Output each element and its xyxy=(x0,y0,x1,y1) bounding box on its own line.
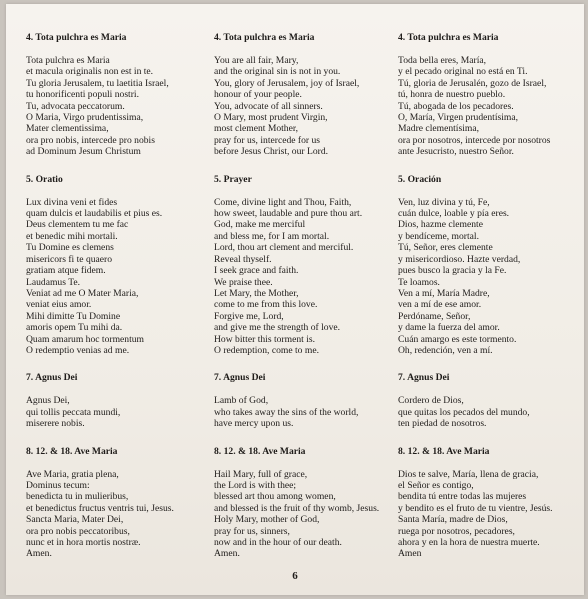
lyric-line: Dominus tecum: xyxy=(26,479,90,491)
lyric-line: Ven a mí, María Madre, xyxy=(398,287,490,299)
lyric-line: quam dulcis et laudabilis et pius es. xyxy=(26,208,163,220)
lyric-section xyxy=(26,446,204,560)
lyric-section xyxy=(214,32,392,158)
lyric-line: Lamb of God, xyxy=(214,395,269,407)
lyric-line: ven a mí de ese amor. xyxy=(398,299,482,311)
lyric-line: Oh, redención, ven a mí. xyxy=(398,344,493,356)
lyric-line: el Señor es contigo, xyxy=(398,479,474,491)
lyric-line: Amen xyxy=(398,548,422,560)
lyric-section xyxy=(398,32,576,158)
lyric-line: Mihi dimitte Tu Domine xyxy=(26,310,121,322)
lyric-line: Agnus Dei, xyxy=(26,395,70,407)
section-heading: 8. 12. & 18. Ave Maria xyxy=(26,445,118,457)
lyric-line: ahora y en la hora de nuestra muerte. xyxy=(398,537,540,548)
lyric-line: O Maria, Virgo prudentissima, xyxy=(26,112,144,124)
lyric-line: pues busco la gracia y la Fe. xyxy=(398,265,507,277)
lyric-line: pray for us, sinners, xyxy=(214,525,290,537)
lyric-line: Perdóname, Señor, xyxy=(398,310,471,322)
section-heading: 4. Tota pulchra es Maria xyxy=(398,32,499,43)
lyric-line: Tu, advocata peccatorum. xyxy=(26,100,125,112)
lyric-section xyxy=(398,372,576,429)
lyric-line: Quam amarum hoc tormentum xyxy=(26,333,145,345)
section-heading: 7. Agnus Dei xyxy=(26,372,78,384)
lyric-line: have mercy upon us. xyxy=(214,418,294,430)
lyric-line: Forgive me, Lord, xyxy=(214,310,284,322)
section-heading: 4. Tota pulchra es Maria xyxy=(26,32,127,43)
lyric-line: Mater clementissima, xyxy=(26,123,109,135)
lyric-line: Amen. xyxy=(26,548,52,560)
lyric-line: God, make me merciful xyxy=(214,219,306,231)
lyric-line: Tú, Señor, eres clemente xyxy=(398,242,493,254)
lyric-line: benedicta tu in mulieribus, xyxy=(26,491,129,503)
lyric-line: now and in the hour of our death. xyxy=(214,537,342,548)
lyric-line: I seek grace and faith. xyxy=(214,265,299,277)
lyric-line: y misericordioso. Hazte verdad, xyxy=(398,253,521,265)
lyric-line: et macula originalis non est in te. xyxy=(26,66,154,78)
lyric-line: Dios, hazme clemente xyxy=(398,219,483,231)
lyric-line: Veniat ad me O Mater Maria, xyxy=(26,287,139,299)
lyric-line: Cuán amargo es este tormento. xyxy=(398,333,517,345)
lyric-line: bendita tú entre todas las mujeres xyxy=(398,491,527,503)
spanish-column xyxy=(398,32,576,560)
lyric-line: ora pro nobis peccatoribus, xyxy=(26,525,130,537)
lyric-line: Sancta Maria, Mater Dei, xyxy=(26,514,124,526)
lyric-line: O redemptio venias ad me. xyxy=(26,344,130,356)
lyric-section xyxy=(26,174,204,357)
lyric-line: How bitter this torment is. xyxy=(214,333,315,345)
lyric-line: qui tollis peccata mundi, xyxy=(26,406,121,418)
lyric-line: and give me the strength of love. xyxy=(214,322,341,334)
lyric-line: miserere nobis. xyxy=(26,418,85,430)
lyric-line: You, advocate of all sinners. xyxy=(214,100,323,112)
lyric-section xyxy=(26,372,204,429)
lyric-line: que quitas los pecados del mundo, xyxy=(398,406,530,418)
lyric-line: honour of your people. xyxy=(214,89,302,101)
lyric-line: and bless me, for I am mortal. xyxy=(214,230,330,242)
lyric-line: Amen. xyxy=(214,548,240,560)
lyric-line: y bendito es el fruto de tu vientre, Jesús. xyxy=(398,502,553,514)
lyric-line: Hail Mary, full of grace, xyxy=(214,468,308,480)
lyric-line: Tota pulchra es Maria xyxy=(26,55,110,66)
lyric-line: Tu Domine es clemens xyxy=(26,242,114,254)
section-heading: 5. Oratio xyxy=(26,173,63,185)
lyric-line: O redemption, come to me. xyxy=(214,344,319,356)
lyric-line: how sweet, laudable and pure thou art. xyxy=(214,208,363,220)
lyric-line: Madre clementísima, xyxy=(398,123,479,135)
lyric-line: y el pecado original no está en Ti. xyxy=(398,66,528,78)
lyric-line: tu honorificenti populi nostri. xyxy=(26,89,139,101)
lyric-line: and blessed is the fruit of thy womb, Jesus. xyxy=(214,502,380,514)
lyric-section xyxy=(398,174,576,357)
lyric-line: Tu gloria Jerusalem, tu laetitia Israel, xyxy=(26,77,169,89)
lyric-line: Te loamos. xyxy=(398,276,440,288)
section-heading: 5. Prayer xyxy=(214,173,252,185)
lyric-line: Dios te salve, María, llena de gracia, xyxy=(398,468,539,480)
lyric-line: pray for us, intercede for us xyxy=(214,134,321,146)
lyric-line: O, María, Virgen prudentísima, xyxy=(398,112,519,124)
lyric-line: Tú, gloria de Jerusalén, gozo de Israel, xyxy=(398,77,547,89)
lyric-line: nunc et in hora mortis nostræ. xyxy=(26,537,141,548)
lyric-line: veniat eius amor. xyxy=(26,299,92,311)
lyric-section xyxy=(214,446,392,560)
lyric-line: Lux divina veni et fides xyxy=(26,196,118,208)
lyric-section xyxy=(398,446,576,560)
lyric-line: ante Jesucristo, nuestro Señor. xyxy=(398,146,514,158)
lyric-line: ruega por nosotros, pecadores, xyxy=(398,525,515,537)
section-heading: 4. Tota pulchra es Maria xyxy=(214,32,315,43)
lyric-line: blessed art thou among women, xyxy=(214,491,336,503)
lyric-line: et benedic mihi mortali. xyxy=(26,230,118,242)
lyric-line: You are all fair, Mary, xyxy=(214,55,299,66)
booklet-page xyxy=(6,4,584,595)
english-column xyxy=(214,32,392,560)
lyric-line: Deus clementem tu me fac xyxy=(26,219,129,231)
lyric-line: y dame la fuerza del amor. xyxy=(398,322,500,334)
lyric-line: cuán dulce, loable y pía eres. xyxy=(398,208,510,220)
lyric-line: O Mary, most prudent Virgin, xyxy=(214,112,328,124)
lyric-line: Ave Maria, gratia plena, xyxy=(26,468,119,480)
latin-column xyxy=(26,32,204,560)
lyric-line: Tú, abogada de los pecadores. xyxy=(398,100,514,112)
lyric-section xyxy=(26,32,204,158)
lyric-line: Lord, thou art clement and merciful. xyxy=(214,242,354,254)
lyric-line: misericors fi te quaero xyxy=(26,253,113,265)
section-heading: 8. 12. & 18. Ave Maria xyxy=(214,445,306,457)
lyric-line: ora por nosotros, intercede por nosotros xyxy=(398,134,551,146)
lyric-line: We praise thee. xyxy=(214,276,273,288)
lyric-line: Toda bella eres, María, xyxy=(398,55,487,66)
lyric-line: Ven, luz divina y tú, Fe, xyxy=(398,196,490,208)
section-heading: 5. Oración xyxy=(398,173,442,185)
lyric-line: amoris opem Tu mihi da. xyxy=(26,322,123,334)
lyric-line: Cordero de Dios, xyxy=(398,395,464,407)
section-heading: 7. Agnus Dei xyxy=(214,372,266,384)
lyric-line: before Jesus Christ, our Lord. xyxy=(214,146,329,158)
lyric-line: Holy Mary, mother of God, xyxy=(214,514,320,526)
lyric-line: and the original sin is not in you. xyxy=(214,66,341,78)
lyric-line: ad Dominum Jesum Christum xyxy=(26,146,141,158)
section-heading: 7. Agnus Dei xyxy=(398,372,450,384)
page-number: 6 xyxy=(292,570,298,582)
section-heading: 8. 12. & 18. Ave Maria xyxy=(398,445,490,457)
lyric-line: You, glory of Jerusalem, joy of Israel, xyxy=(214,77,360,89)
lyric-line: gratiam atque fidem. xyxy=(26,265,106,277)
lyric-line: tú, honra de nuestro pueblo. xyxy=(398,89,506,101)
lyric-line: ten piedad de nosotros. xyxy=(398,418,487,430)
lyric-line: Come, divine light and Thou, Faith, xyxy=(214,196,352,208)
lyric-section xyxy=(214,174,392,357)
lyric-line: ora pro nobis, intercede pro nobis xyxy=(26,134,155,146)
lyric-line: who takes away the sins of the world, xyxy=(214,406,359,418)
lyric-line: the Lord is with thee; xyxy=(214,479,297,491)
lyric-line: most clement Mother, xyxy=(214,123,299,135)
lyric-line: Reveal thyself. xyxy=(214,253,272,265)
lyric-line: y bendíceme, mortal. xyxy=(398,230,479,242)
lyric-line: Santa María, madre de Dios, xyxy=(398,514,508,526)
lyric-line: Let Mary, the Mother, xyxy=(214,287,299,299)
lyric-line: et benedictus fructus ventris tui, Jesus. xyxy=(26,502,174,514)
lyric-line: Laudamus Te. xyxy=(26,276,81,288)
lyric-line: come to me from this love. xyxy=(214,299,318,311)
lyric-section xyxy=(214,372,392,429)
